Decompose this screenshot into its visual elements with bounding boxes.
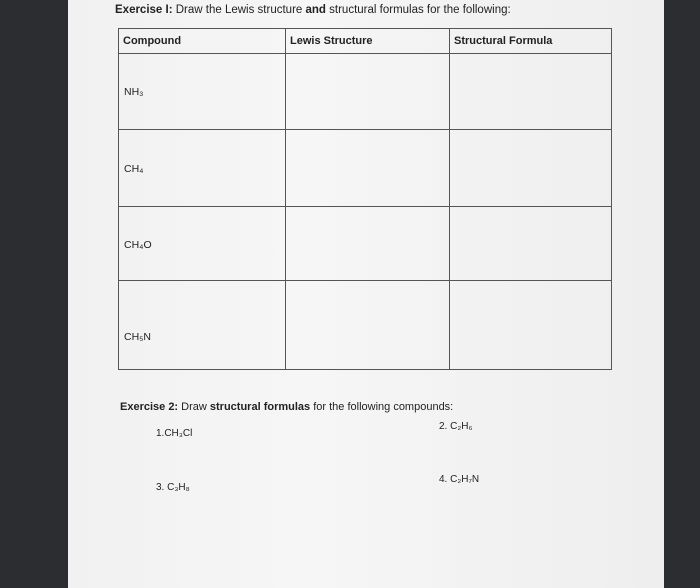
- compound-label: CH₄O: [124, 239, 152, 251]
- header-structural-formula: Structural Formula: [450, 29, 612, 54]
- header-lewis-structure: Lewis Structure: [286, 29, 450, 54]
- structural-formula-cell[interactable]: [450, 281, 612, 370]
- compound-cell: [119, 130, 286, 207]
- structural-formula-cell[interactable]: [450, 207, 612, 281]
- table-row: [119, 281, 612, 370]
- compound-label: NH₃: [124, 86, 144, 98]
- table-row: [119, 130, 612, 207]
- lewis-structure-table: [118, 28, 612, 370]
- lewis-structure-cell[interactable]: [286, 130, 450, 207]
- exercise-2-prefix: Draw: [181, 401, 207, 413]
- exercise-2-suffix: for the following compounds:: [313, 401, 454, 413]
- exercise-2-instructions: [120, 401, 453, 413]
- lewis-structure-cell[interactable]: [286, 54, 450, 130]
- structural-formula-cell[interactable]: [450, 54, 612, 130]
- exercise-1-instructions: [115, 4, 511, 16]
- exercise-1-label: Exercise I:: [115, 4, 173, 16]
- compound-cell: [119, 54, 286, 130]
- compound-cell: [119, 281, 286, 370]
- exercise-1-suffix: structural formulas for the following:: [329, 4, 511, 16]
- lewis-structure-cell[interactable]: [286, 281, 450, 370]
- exercise-1-bold: and: [305, 4, 326, 16]
- table-row: [119, 207, 612, 281]
- exercise-2-item: 3. C₃H₈: [156, 482, 190, 493]
- lewis-structure-cell[interactable]: [286, 207, 450, 281]
- table-header-row: [119, 29, 612, 54]
- exercise-2-item: 2. C₂H₆: [439, 421, 473, 432]
- compound-cell: [119, 207, 286, 281]
- exercise-2-item: 4. C₂H₇N: [439, 474, 480, 485]
- exercise-2-bold: structural formulas: [209, 401, 311, 413]
- compound-label: CH₅N: [124, 331, 151, 343]
- exercise-2-label: Exercise 2:: [120, 401, 179, 413]
- exercise-2-item: 1.CH₃Cl: [156, 428, 193, 439]
- header-compound: Compound: [119, 29, 286, 54]
- exercise-1-prefix: Draw the Lewis structure: [175, 4, 303, 16]
- compound-label: CH₄: [124, 163, 144, 175]
- structural-formula-cell[interactable]: [450, 130, 612, 207]
- table-row: [119, 54, 612, 130]
